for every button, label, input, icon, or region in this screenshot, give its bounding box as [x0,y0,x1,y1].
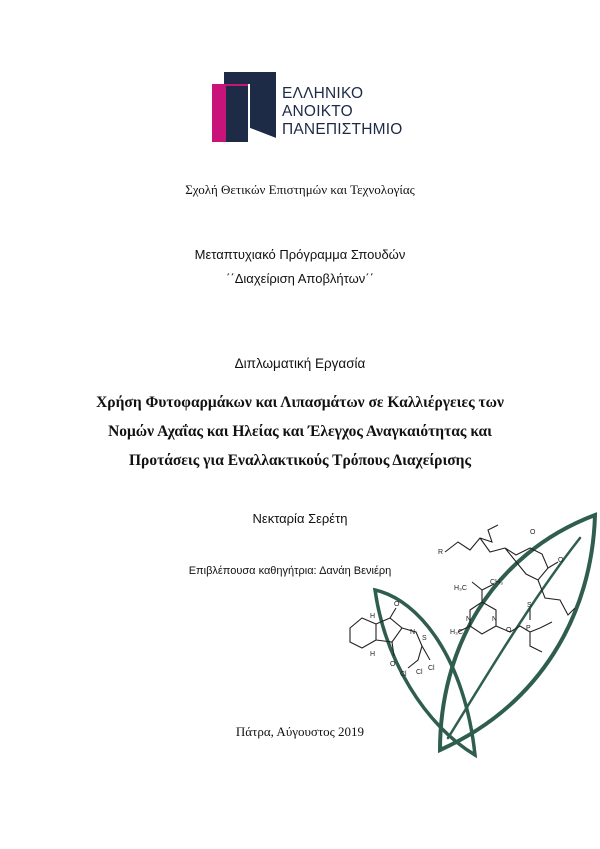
label-p: P [526,625,531,632]
chemistry-leaves-illustration [330,500,600,760]
university-logo [210,72,403,142]
label-h3c-2: H₃C [450,629,463,636]
author-name: Νεκταρία Σερέτη [252,511,348,526]
label-n-1: N [466,616,472,623]
supervisor-line: Επιβλέπουσα καθηγήτρια: Δανάη Βενιέρη [188,565,392,577]
school-name: Σχολή Θετικών Επιστημών και Τεχνολογίας [185,182,415,197]
program-label: Μεταπτυχιακό Πρόγραμμα Σπουδών [194,247,406,262]
label-o-2: O [530,529,536,536]
label-n-3: N [410,629,416,636]
logo-wordmark [282,85,402,139]
label-cl-1: Cl [400,671,407,678]
logo-emblem-icon [210,72,278,142]
logo-line-3: ΠΑΝΕΠΙΣΤΗΜΙΟ [282,121,403,138]
label-r: R [438,549,444,556]
title-line-2: Νομών Αχαΐας και Ηλείας και Έλεγχος Αναγκαιότητας και [108,423,492,440]
thesis-type: Διπλωματική Εργασία [234,356,366,371]
label-n-2: N [492,616,498,623]
label-s-2: S [422,635,427,642]
logo-line-1: ΕΛΛΗΝΙΚΟ [282,85,364,102]
label-ch3-1: CH₃ [490,579,503,586]
thesis-title [60,388,540,475]
title-line-1: Χρήση Φυτοφαρμάκων και Λιπασμάτων σε Καλλιέργειες των [96,394,504,411]
label-cl-3: Cl [428,665,435,672]
logo-line-2: ΑΝΟΙΚΤΟ [282,103,353,120]
label-h-1: H [370,613,376,620]
label-cl-2: Cl [416,669,423,676]
label-o-5: O [390,661,396,668]
title-line-3: Προτάσεις για Εναλλακτικούς Τρόπους Διαχείρισης [128,452,472,469]
label-s-1: S [527,602,532,609]
program-name: ΄΄Διαχείριση Αποβλήτων΄΄ [226,271,374,286]
label-h3c-1: H₃C [454,585,467,592]
label-h-2: H [370,651,376,658]
label-o-4: O [394,601,400,608]
label-o-1: O [506,627,512,634]
place-and-date: Πάτρα, Αύγουστος 2019 [235,724,365,739]
label-o-3: O [558,557,564,564]
